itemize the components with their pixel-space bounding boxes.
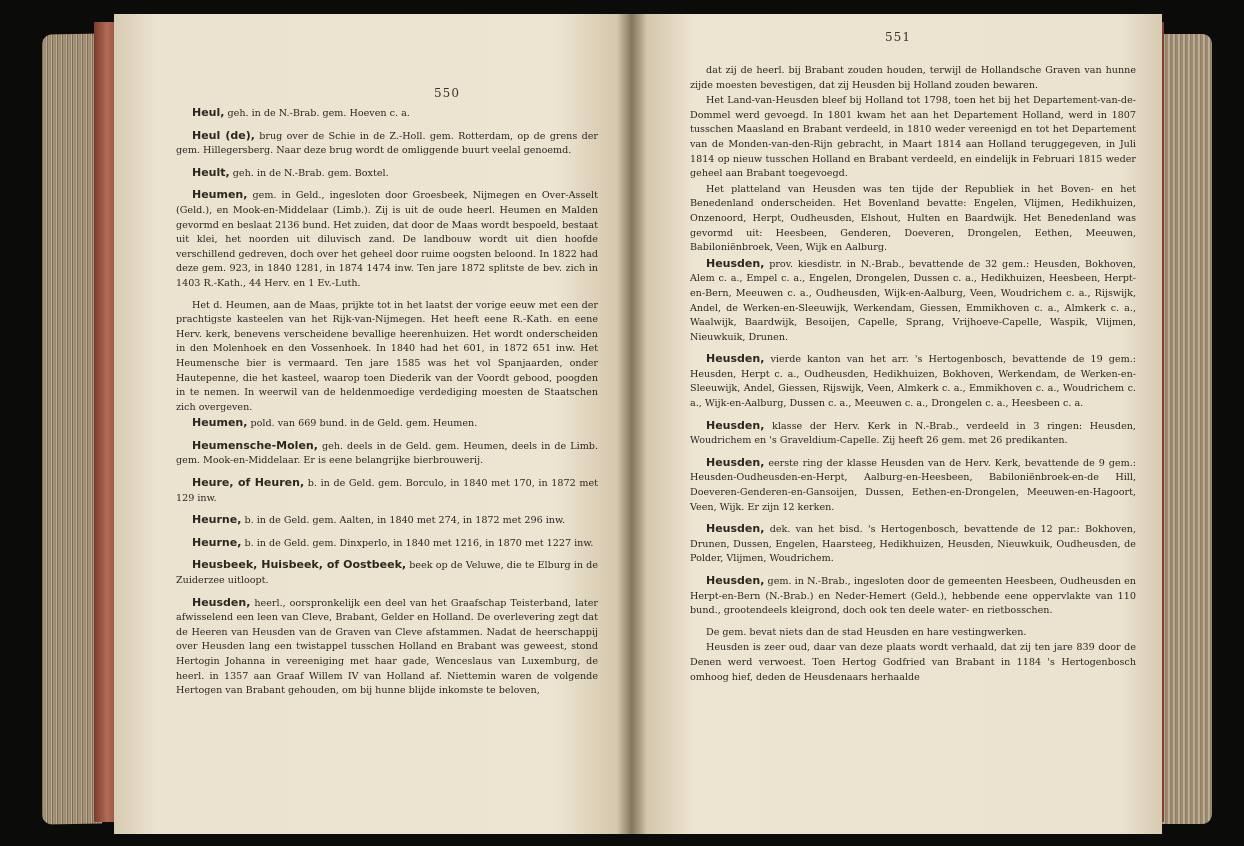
dictionary-entry (176, 596, 598, 699)
entry-headword: Heul (de), (192, 128, 255, 142)
dictionary-entry (176, 416, 598, 432)
dictionary-entry (176, 558, 598, 588)
dictionary-entry (690, 522, 1136, 567)
entry-list (690, 64, 1136, 685)
entry-text: b. in de Geld. gem. Aalten, in 1840 met 274, in 1872 met 296 inw. (244, 515, 566, 527)
page-number: 551 (885, 30, 911, 44)
dictionary-entry (176, 439, 598, 469)
dictionary-entry (176, 188, 598, 291)
entry-headword: Heurne, (192, 535, 242, 549)
dictionary-entry (176, 166, 598, 182)
entry-headword: Heusden, (706, 455, 765, 469)
entry-text: beek op de Veluwe, die te Elburg in de Zuiderzee uitloopt. (176, 560, 598, 587)
entry-text: gem. in N.-Brab., ingesloten door de gemeenten Heesbeen, Oudheusden en Herpt-en-Bern (N.-Brab.) en Neder-Hemert (Geld.), hebbende eene oppervlakte van 110 bund., grootendeels kleigrond, doch ook ten deele water- en rietbosschen. (690, 576, 1136, 617)
entry-headword: Heurne, (192, 513, 242, 527)
dictionary-entry (176, 299, 598, 416)
entry-text: klasse der Herv. Kerk in N.-Brab., verdeeld in 3 ringen: Heusden, Woudrichem en 's Graveldium-Capelle. Zij heeft 26 gem. met 26 predikanten. (690, 420, 1136, 447)
entry-headword: Heusden, (706, 574, 765, 587)
entry-text: brug over de Schie in de Z.-Holl. gem. Rotterdam, op de grens der gem. Hillegersberg. Naar deze brug wordt de omliggende buurt veelal genoemd. (176, 130, 598, 157)
page-edges-left (42, 33, 102, 824)
dictionary-entry (690, 183, 1136, 256)
entry-headword: Heul, (192, 106, 225, 119)
entry-text: gem. in Geld., ingesloten door Groesbeek, Nijmegen en Over-Asselt (Geld.), en Mook-en-Middelaar (Limb.). Zij is uit de oude heerl. Heumen en Malden gevormd en beslaat 2136 bund. Het zuiden, dat door de Maas wordt bespoeld, bestaat uit klei, het noorden uit diluvisch zand. De landbouw wordt uit dien hoofde verschillend gedreven, doch over het geheel door ruime oogsten beloond. In 1822 had deze gem. 923, in 1840 1281, in 1874 1474 inw. Ten jare 1872 splitste de bev. zich in 1403 R.-Kath., 44 Herv. en 1 Ev.-Luth. (176, 190, 598, 289)
dictionary-entry (176, 106, 598, 122)
left-page (114, 14, 634, 834)
entry-list (176, 106, 598, 699)
entry-text: eerste ring der klasse Heusden van de Herv. Kerk, bevattende de 9 gem.: Heusden-Oudheusden-en-Herpt, Aalburg-en-Heesbeen, Babiloniënbroek-en-de Hill, Doeveren-Genderen-en-Gansoijen, Dussen, Eethen-en-Drongelen, Meeuwen-en-Hagoort, Veen, Wijk. Er zijn 12 kerken. (690, 457, 1136, 513)
dictionary-entry (690, 574, 1136, 619)
entry-text: Het platteland van Heusden was ten tijde der Republiek in het Boven- en het Benedenland onderscheiden. Het Bovenland bevatte: Engelen, Vlijmen, Hedikhuizen, Onzenoord, Herpt, Oudheusden, Elshout, Hulten en Baardwijk. Het Benedenland was gevormd uit: Heesbeen, Genderen, Doeveren, Drongelen, Eethen, Meeuwen, Babiloniënbroek, Veen, Wijk en Aalburg. (690, 183, 1136, 254)
dictionary-entry (690, 626, 1136, 641)
entry-text: geh. deels in de Geld. gem. Heumen, deels in de Limb. gem. Mook-en-Middelaar. Er is eene belangrijke bierbrouwerij. (176, 440, 598, 467)
dictionary-entry (690, 94, 1136, 182)
entry-headword: Heure, of Heuren, (192, 476, 305, 490)
page-edges-right (1157, 34, 1212, 824)
dictionary-entry (690, 456, 1136, 515)
entry-headword: Heusden, (706, 418, 765, 432)
entry-headword: Heusden, (192, 595, 251, 609)
entry-headword: Heult, (192, 165, 230, 179)
dictionary-entry (176, 476, 598, 506)
dictionary-entry (176, 536, 598, 552)
dictionary-entry (690, 641, 1136, 685)
dictionary-entry (690, 64, 1136, 93)
entry-text: dat zij de heerl. bij Brabant zouden houden, terwijl de Hollandsche Graven van hunne zijde moesten bevestigen, dat zij Heusden bij Holland zouden bewaren. (690, 65, 1136, 91)
entry-text: prov. kiesdistr. in N.-Brab., bevattende de 32 gem.: Heusden, Bokhoven, Alem c. a., Empel c. a., Engelen, Drongelen, Dussen c. a., Hedikhuizen, Heesbeen, Herpt-en-Bern, Meeuwen c. a., Oudheusden, Wijk-en-Aalburg, Veen, Woudrichem c. a., Rijswijk, Andel, de Werken-en-Sleeuwijk, Werkendam, Giessen, Emmikhoven c. a., Almkerk c. a., Waalwijk, Baardwijk, Besoijen, Capelle, Sprang, Vrijhoeve-Capelle, Waspik, Vlijmen, Nieuwkuik, Drunen. (690, 258, 1136, 343)
book-gutter (617, 14, 647, 834)
entry-headword: Heumensche-Molen, (192, 438, 318, 452)
entry-text: geh. in de N.-Brab. gem. Boxtel. (232, 167, 389, 179)
entry-text: b. in de Geld. gem. Borculo, in 1840 met 170, in 1872 met 129 inw. (176, 478, 598, 504)
entry-text: pold. van 669 bund. in de Geld. gem. Heumen. (250, 418, 478, 430)
open-book (42, 14, 1212, 834)
entry-text: heerl., oorspronkelijk een deel van het Graafschap Teisterband, later afwisselend een leen van Cleve, Brabant, Gelder en Holland. De overlevering zegt dat de Heeren van Heusden van de Graven van Cleve afstammen. Nadat de heerschappij over Heusden lang een twistappel tusschen Holland en Brabant was geweest, stond Hertogin Johanna in vereeniging met haar gade, Wenceslaus van Luxemburg, de heerl. in 1357 aan Graaf Willem IV van Holland af. Niettemin waren de volgende Hertogen van Brabant gehouden, om bij hunne blijde inkomste te beloven, (176, 597, 598, 697)
entry-headword: Heusden, (706, 256, 765, 270)
entry-text: Het d. Heumen, aan de Maas, prijkte tot in het laatst der vorige eeuw met een der prachtigste kasteelen van het Rijk-van-Nijmegen. Het heeft eene R.-Kath. en eene Herv. kerk, benevens verscheidene bevallige heerenhuizen. Het wordt onderscheiden in den Molenhoek en den Vossenhoek. In 1840 had het 601, in 1872 651 inw. Het Heumensche bier is vermaard. Ten jare 1585 was het vol Spanjaarden, onder Hautepenne, die het kasteel, waarop toen Diederik van der Voordt gebood, poogden in te nemen. In weerwil van de heldenmoedige verdediging moesten de Staatschen zich overgeven. (176, 299, 598, 413)
entry-text: geh. in de N.-Brab. gem. Hoeven c. a. (227, 108, 410, 119)
dictionary-entry (690, 419, 1136, 449)
dictionary-entry (176, 513, 598, 529)
entry-text: b. in de Geld. gem. Dinxperlo, in 1840 met 1216, in 1870 met 1227 inw. (244, 537, 594, 549)
entry-text: vierde kanton van het arr. 's Hertogenbosch, bevattende de 19 gem.: Heusden, Herpt c. a., Oudheusden, Hedikhuizen, Bokhoven, Werkendam, de Werken-en-Sleeuwijk, Andel, Giessen, Rijswijk, Veen, Almkerk c. a., Emmikhoven c. a., Woudrichem c. a., Wijk-en-Aalburg, Dussen c. a., Meeuwen c. a., Drongelen c. a., Heesbeen c. a. (690, 354, 1136, 410)
entry-text: Heusden is zeer oud, daar van deze plaats wordt verhaald, dat zij ten jare 839 door de Denen werd verwoest. Toen Hertog Godfried van Brabant in 1184 's Hertogenbosch omhoog hief, deden de Heusdenaars herhaalde (690, 642, 1136, 683)
page-number: 550 (434, 86, 460, 100)
dictionary-entry (176, 129, 598, 159)
entry-headword: Heumen, (192, 416, 248, 430)
dictionary-entry (690, 257, 1136, 346)
entry-headword: Heumen, (192, 188, 248, 202)
entry-headword: Heusden, (706, 522, 765, 536)
right-page (630, 14, 1162, 834)
entry-text: dek. van het bisd. 's Hertogenbosch, bevattende de 12 par.: Bokhoven, Drunen, Dussen, Engelen, Haarsteeg, Hedikhuizen, Heusden, Nieuwkuik, Oudheusden, de Polder, Vlijmen, Woudrichem. (690, 524, 1136, 565)
entry-text: De gem. bevat niets dan de stad Heusden en hare vestingwerken. (706, 626, 1027, 638)
dictionary-entry (690, 352, 1136, 411)
entry-headword: Heusbeek, Huisbeek, of Oostbeek, (192, 558, 407, 572)
entry-text: Het Land-van-Heusden bleef bij Holland tot 1798, toen het bij het Departement-van-de-Dommel werd gevoegd. In 1801 kwam het aan het Departement Holland, werd in 1807 tusschen Maasland en Brabant verdeeld, in 1810 weder vereenigd en tot het Departement van de Monden-van-den-Rijn gebracht, in Maart 1814 aan Holland teruggegeven, in Juli 1814 op nieuw tusschen Holland en Brabant verdeeld, en eindelijk in Februari 1815 weder geheel aan Brabant toegevoegd. (690, 95, 1136, 180)
entry-headword: Heusden, (706, 352, 765, 366)
